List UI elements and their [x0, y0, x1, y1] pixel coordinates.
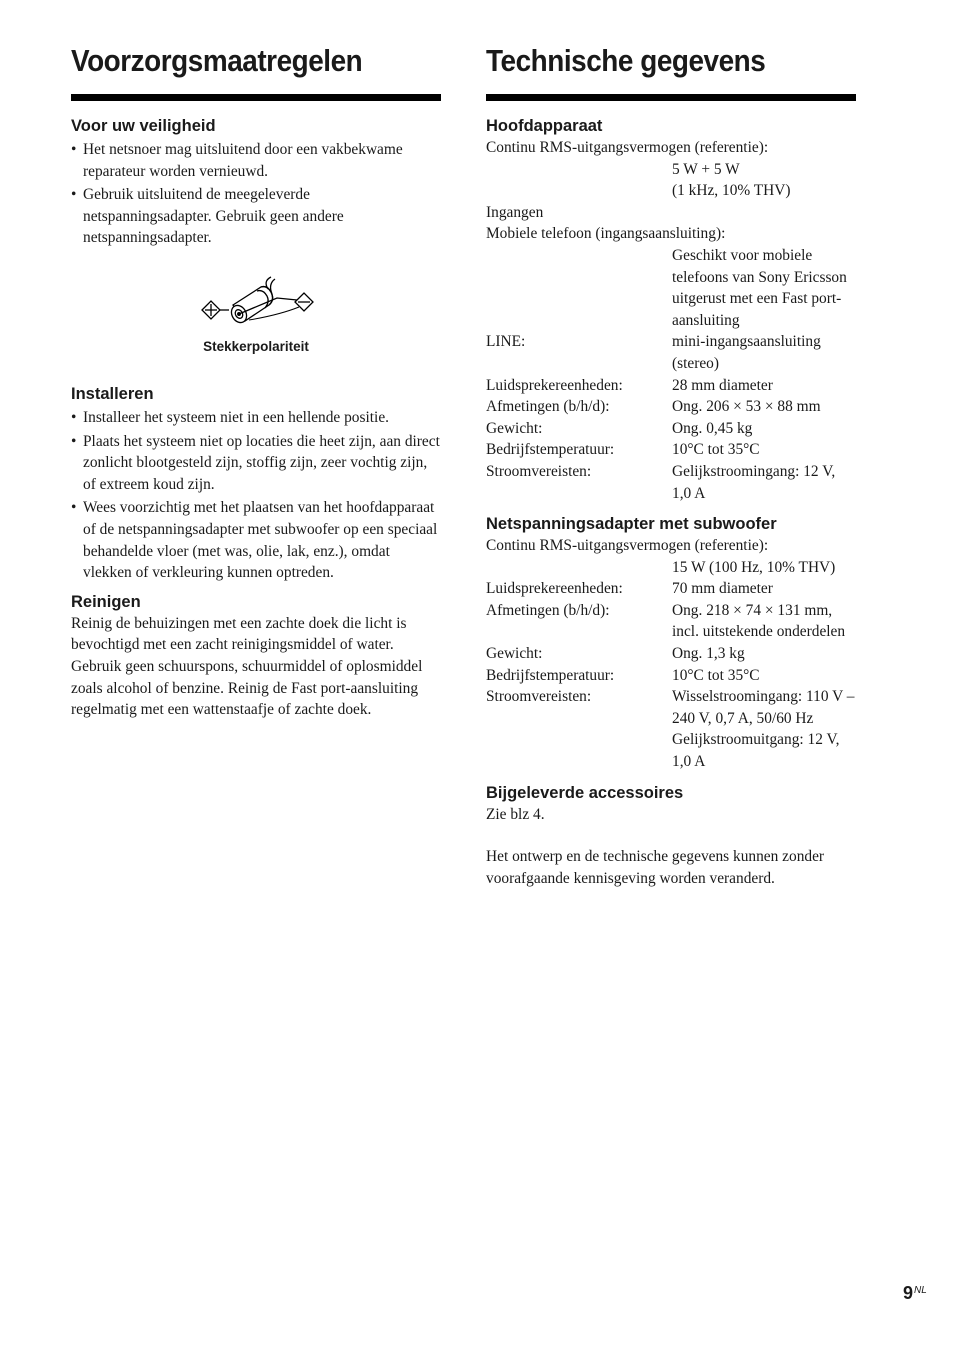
- spec-value: 5 W + 5 W: [672, 160, 740, 178]
- spec-label: Bedrijfstemperatuur:: [486, 666, 615, 684]
- spec-row: [486, 375, 856, 397]
- spec-label: LINE:: [486, 333, 526, 351]
- spec-row: [486, 461, 856, 504]
- plug-polarity-icon: [191, 275, 331, 339]
- list-item: • Plaats het systeem niet op locaties die heet zijn, aan direct zonlicht blootgesteld zijn, stoffig zijn, zeer vochtig zijn, of extreem koud zijn.: [71, 431, 441, 496]
- spec-value: Geschikt voor mobiele telefoons van Sony Ericsson uitgerust met een Fast port-aansluiting: [672, 246, 847, 329]
- list-item: • Gebruik uitsluitend de meegeleverde netspanningsadapter. Gebruik geen andere netspanningsadapter.: [71, 184, 441, 249]
- spec-value: (1 kHz, 10% THV): [672, 182, 791, 200]
- list-item: • Installeer het systeem niet in een hellende positie.: [71, 407, 441, 429]
- spec-value: Gelijkstroomuitgang: 12 V, 1,0 A: [672, 731, 840, 771]
- spec-row: [486, 578, 856, 600]
- heading-adapter: Netspanningsadapter met subwoofer: [486, 515, 777, 534]
- spec-value-group: [672, 686, 856, 772]
- spec-label: Luidsprekereenheden:: [486, 580, 623, 598]
- spec-value: 10°C tot 35°C: [672, 441, 760, 459]
- spec-row: [486, 665, 856, 687]
- clean-text: Reinig de behuizingen met een zachte doek die licht is bevochtigd met een zacht reinigingsmiddel of water. Gebruik geen schuurspons, schuurmiddel of oplosmiddel zoals alcohol of benzine. Reinig de Fast port-aansluiting regelmatig met een wattenstaafje of zachte doek.: [71, 614, 423, 719]
- accessories-text: Zie blz 4.: [486, 805, 545, 823]
- spec-value: Wisselstroomingang: 110 V – 240 V, 0,7 A, 50/60 Hz: [672, 688, 855, 727]
- main-unit-specs: [486, 137, 856, 504]
- spec-label: Stroomvereisten:: [486, 688, 592, 706]
- heading-safety: Voor uw veiligheid: [71, 117, 216, 135]
- list-item: • Wees voorzichtig met het plaatsen van het hoofdapparaat of de netspanningsadapter met subwoofer op een speciaal behandelde vloer (met was, olie, lak, enz.), omdat vlekken of verkleuring kunnen optreden.: [71, 497, 441, 583]
- spec-row: [486, 686, 856, 772]
- spec-value: Gelijkstroomingang: 12 V, 1,0 A: [672, 462, 836, 502]
- plug-polarity-figure: [71, 275, 441, 367]
- section-title-precautions: Voorzorgsmaatregelen: [71, 43, 363, 78]
- spec-value: Ong. 1,3 kg: [672, 645, 745, 663]
- spec-label: Mobiele telefoon (ingangsaansluiting):: [486, 225, 726, 243]
- spec-label: Gewicht:: [486, 419, 543, 437]
- spec-row: [486, 643, 856, 665]
- safety-list: [71, 139, 441, 249]
- spec-value: 28 mm diameter: [672, 376, 773, 394]
- page-number-value: 9: [903, 1283, 914, 1303]
- figure-caption: Stekkerpolariteit: [203, 338, 309, 354]
- heading-install: Installeren: [71, 384, 154, 403]
- install-list: [71, 407, 441, 584]
- spec-label: Continu RMS-uitgangsvermogen (referentie):: [486, 139, 769, 156]
- title-rule: [71, 94, 441, 101]
- spec-label: Bedrijfstemperatuur:: [486, 441, 615, 459]
- spec-label: Luidsprekereenheden:: [486, 376, 623, 394]
- spec-row: [486, 600, 856, 643]
- spec-row: [486, 396, 856, 418]
- page-number: [903, 1282, 927, 1304]
- heading-accessories: Bijgeleverde accessoires: [486, 783, 684, 802]
- spec-value: 15 W (100 Hz, 10% THV): [672, 558, 836, 576]
- spec-row: [486, 418, 856, 440]
- spec-value: mini-ingangsaansluiting (stereo): [672, 333, 821, 372]
- spec-value: Ong. 0,45 kg: [672, 419, 753, 437]
- spec-value: Ong. 218 × 74 × 131 mm, incl. uitstekende onderdelen: [672, 601, 846, 641]
- list-item: • Het netsnoer mag uitsluitend door een vakbekwame reparateur worden vernieuwd.: [71, 139, 441, 182]
- spec-label: Afmetingen (b/h/d):: [486, 601, 610, 619]
- spec-label: Ingangen: [486, 203, 544, 221]
- page-language: NL: [914, 1285, 927, 1296]
- spec-value: Ong. 206 × 53 × 88 mm: [672, 398, 821, 416]
- spec-value: 10°C tot 35°C: [672, 666, 760, 684]
- spec-label: Gewicht:: [486, 645, 543, 663]
- spec-label: Afmetingen (b/h/d):: [486, 398, 610, 416]
- title-rule: [486, 94, 856, 101]
- spec-value: 70 mm diameter: [672, 580, 773, 598]
- spec-label: Stroomvereisten:: [486, 462, 592, 480]
- heading-main-unit: Hoofdapparaat: [486, 117, 603, 135]
- adapter-specs: [486, 535, 856, 773]
- left-column: [71, 40, 441, 721]
- spec-label: Continu RMS-uitgangsvermogen (referentie):: [486, 537, 769, 555]
- heading-clean: Reinigen: [71, 592, 141, 611]
- spec-row: [486, 439, 856, 461]
- spec-row: [486, 331, 856, 374]
- section-title-specs: Technische gegevens: [486, 43, 766, 78]
- right-column: [486, 40, 856, 889]
- disclaimer-note: Het ontwerp en de technische gegevens kunnen zonder voorafgaande kennisgeving worden veranderd.: [486, 848, 825, 887]
